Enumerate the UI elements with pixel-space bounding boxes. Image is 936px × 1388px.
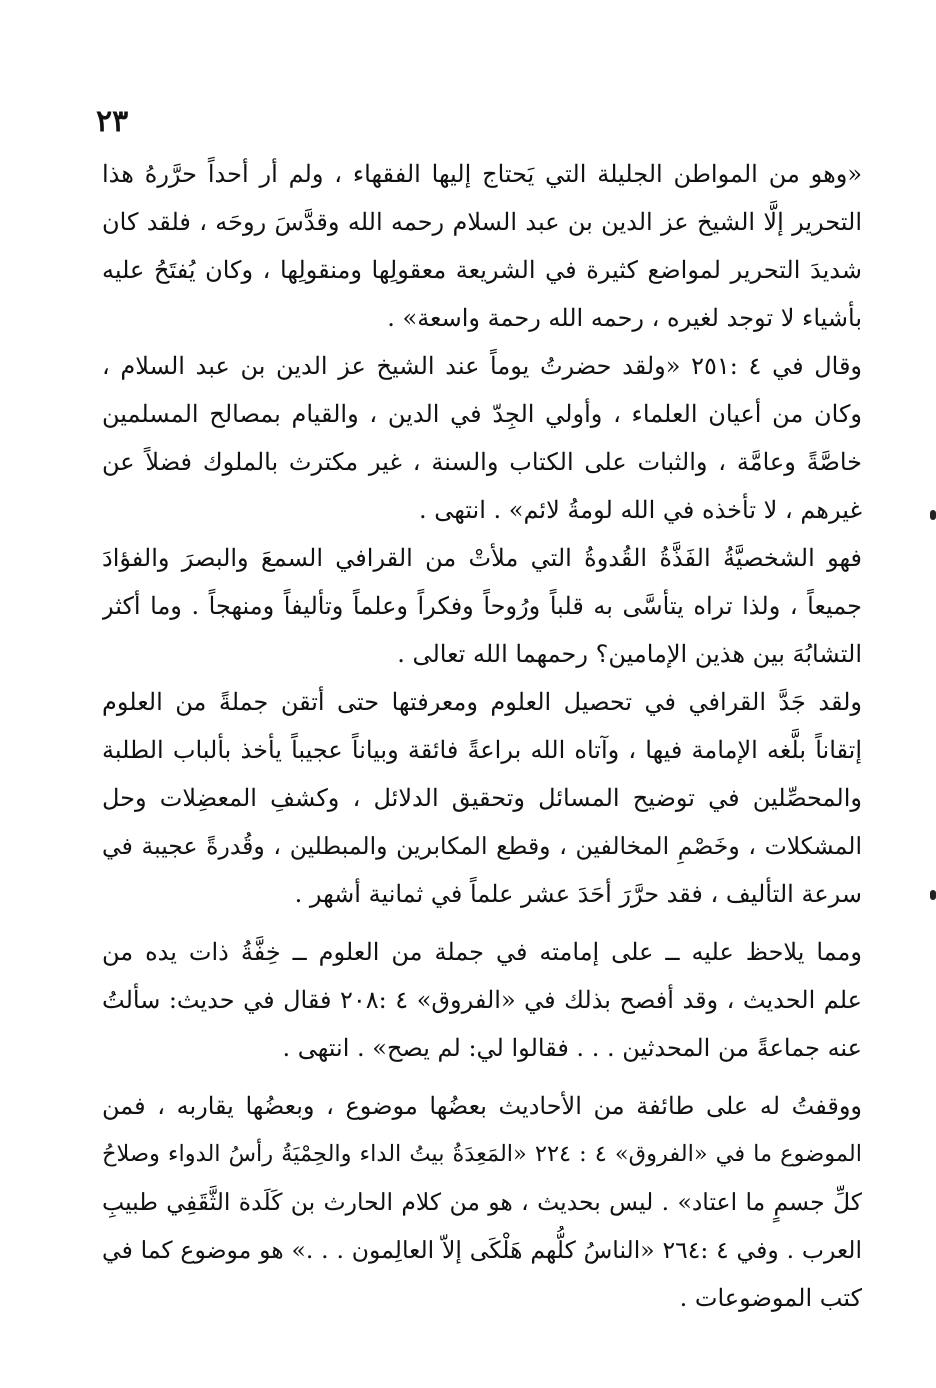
text-line: كتب الموضوعات .: [679, 1284, 862, 1312]
body-text: [102, 150, 862, 1322]
paragraph: [102, 678, 862, 918]
text-line: وقال في ٤ :٢٥١ «ولقد حضرتُ يوماً عند الشيخ عز الدين بن عبد السلام ،: [102, 352, 862, 380]
text-line: المشكلات ، وخَصْمِ المخالفين ، وقطع المكابرين والمبطلين ، وقُدرةً عجيبة في: [102, 832, 862, 860]
text-line: ووقفتُ له على طائفة من الأحاديث بعضُها موضوع ، وبعضُها يقاربه ، فمن: [102, 1092, 862, 1120]
paragraph: [102, 1082, 862, 1322]
text-line: عنه جماعةً من المحدثين . . . فقالوا لي: لم يصح» . انتهى .: [282, 1034, 862, 1062]
text-line: الموضوع ما في «الفروق» ٤ : ٢٢٤ «المَعِدَةُ بيتُ الداء والحِمْيَةُ رأسُ الدواء وصلاحُ: [102, 1141, 862, 1167]
text-line: ولقد جَدَّ القرافي في تحصيل العلوم ومعرفتها حتى أتقن جملةً من العلوم: [102, 688, 862, 716]
text-line: خاصَّةً وعامَّة ، والثبات على الكتاب والسنة ، غير مكترث بالملوك فضلاً عن: [102, 448, 862, 476]
text-line: التشابُهَ بين هذين الإمامين؟ رحمهما الله تعالى .: [397, 640, 862, 668]
text-line: التحرير إلَّا الشيخ عز الدين بن عبد السلام رحمه الله وقدَّسَ روحَه ، فلقد كان: [102, 208, 862, 236]
text-line: جميعاً ، ولذا تراه يتأسَّى به قلباً ورُوحاً وفكراً وعلماً وتأليفاً ومنهجاً . وما أكثر: [102, 592, 862, 620]
text-line: فهو الشخصيَّةُ الفَذَّةُ القُدوةُ التي ملأتْ من القرافي السمعَ والبصرَ والفؤادَ: [102, 544, 862, 572]
text-line: «وهو من المواطن الجليلة التي يَحتاج إليها الفقهاء ، ولم أر أحداً حرَّرهُ هذا: [102, 160, 862, 188]
paragraph: [102, 150, 862, 342]
paragraph: [102, 928, 862, 1072]
text-line: العرب . وفي ٤ :٢٦٤ «الناسُ كلُّهم هَلْكَى إلاّ العالِمون . . .» هو موضوع كما في: [102, 1236, 862, 1264]
text-line: كلِّ جسمٍ ما اعتاد» . ليس بحديث ، هو من كلام الحارث بن كَلَدة الثَّقَفِي طبيبِ: [102, 1188, 862, 1216]
text-line: ومما يلاحظ عليه ــ على إمامته في جملة من العلوم ــ خِفَّةُ ذات يده من: [102, 938, 862, 966]
text-line: غيرهم ، لا تأخذه في الله لومةُ لائم» . انتهى .: [418, 496, 862, 524]
text-line: سرعة التأليف ، فقد حرَّرَ أحَدَ عشر علماً في ثمانية أشهر .: [294, 880, 862, 908]
text-line: شديدَ التحرير لمواضع كثيرة في الشريعة معقولِها ومنقولِها ، وكان يُفتَحُ عليه: [102, 256, 862, 284]
text-line: علم الحديث ، وقد أفصح بذلك في «الفروق» ٤ :٢٠٨ فقال في حديث: سألتُ: [102, 986, 862, 1014]
page-number: ٢٣: [96, 104, 129, 139]
scan-edge-mark: [930, 890, 936, 900]
text-line: وكان من أعيان العلماء ، وأولي الجِدّ في الدين ، والقيام بمصالح المسلمين: [102, 400, 862, 428]
text-line: إتقاناً بلَّغه الإمامة فيها ، وآتاه الله براعةً فائقة وبياناً عجيباً يأخذ بألباب الطلبة: [102, 736, 862, 764]
paragraph: [102, 342, 862, 534]
paragraph: [102, 534, 862, 678]
text-line: والمحصِّلين في توضيح المسائل وتحقيق الدلائل ، وكشفِ المعضِلات وحل: [102, 784, 862, 812]
text-line: بأشياء لا توجد لغيره ، رحمه الله رحمة واسعة» .: [387, 304, 862, 332]
scan-edge-mark: [930, 510, 936, 520]
